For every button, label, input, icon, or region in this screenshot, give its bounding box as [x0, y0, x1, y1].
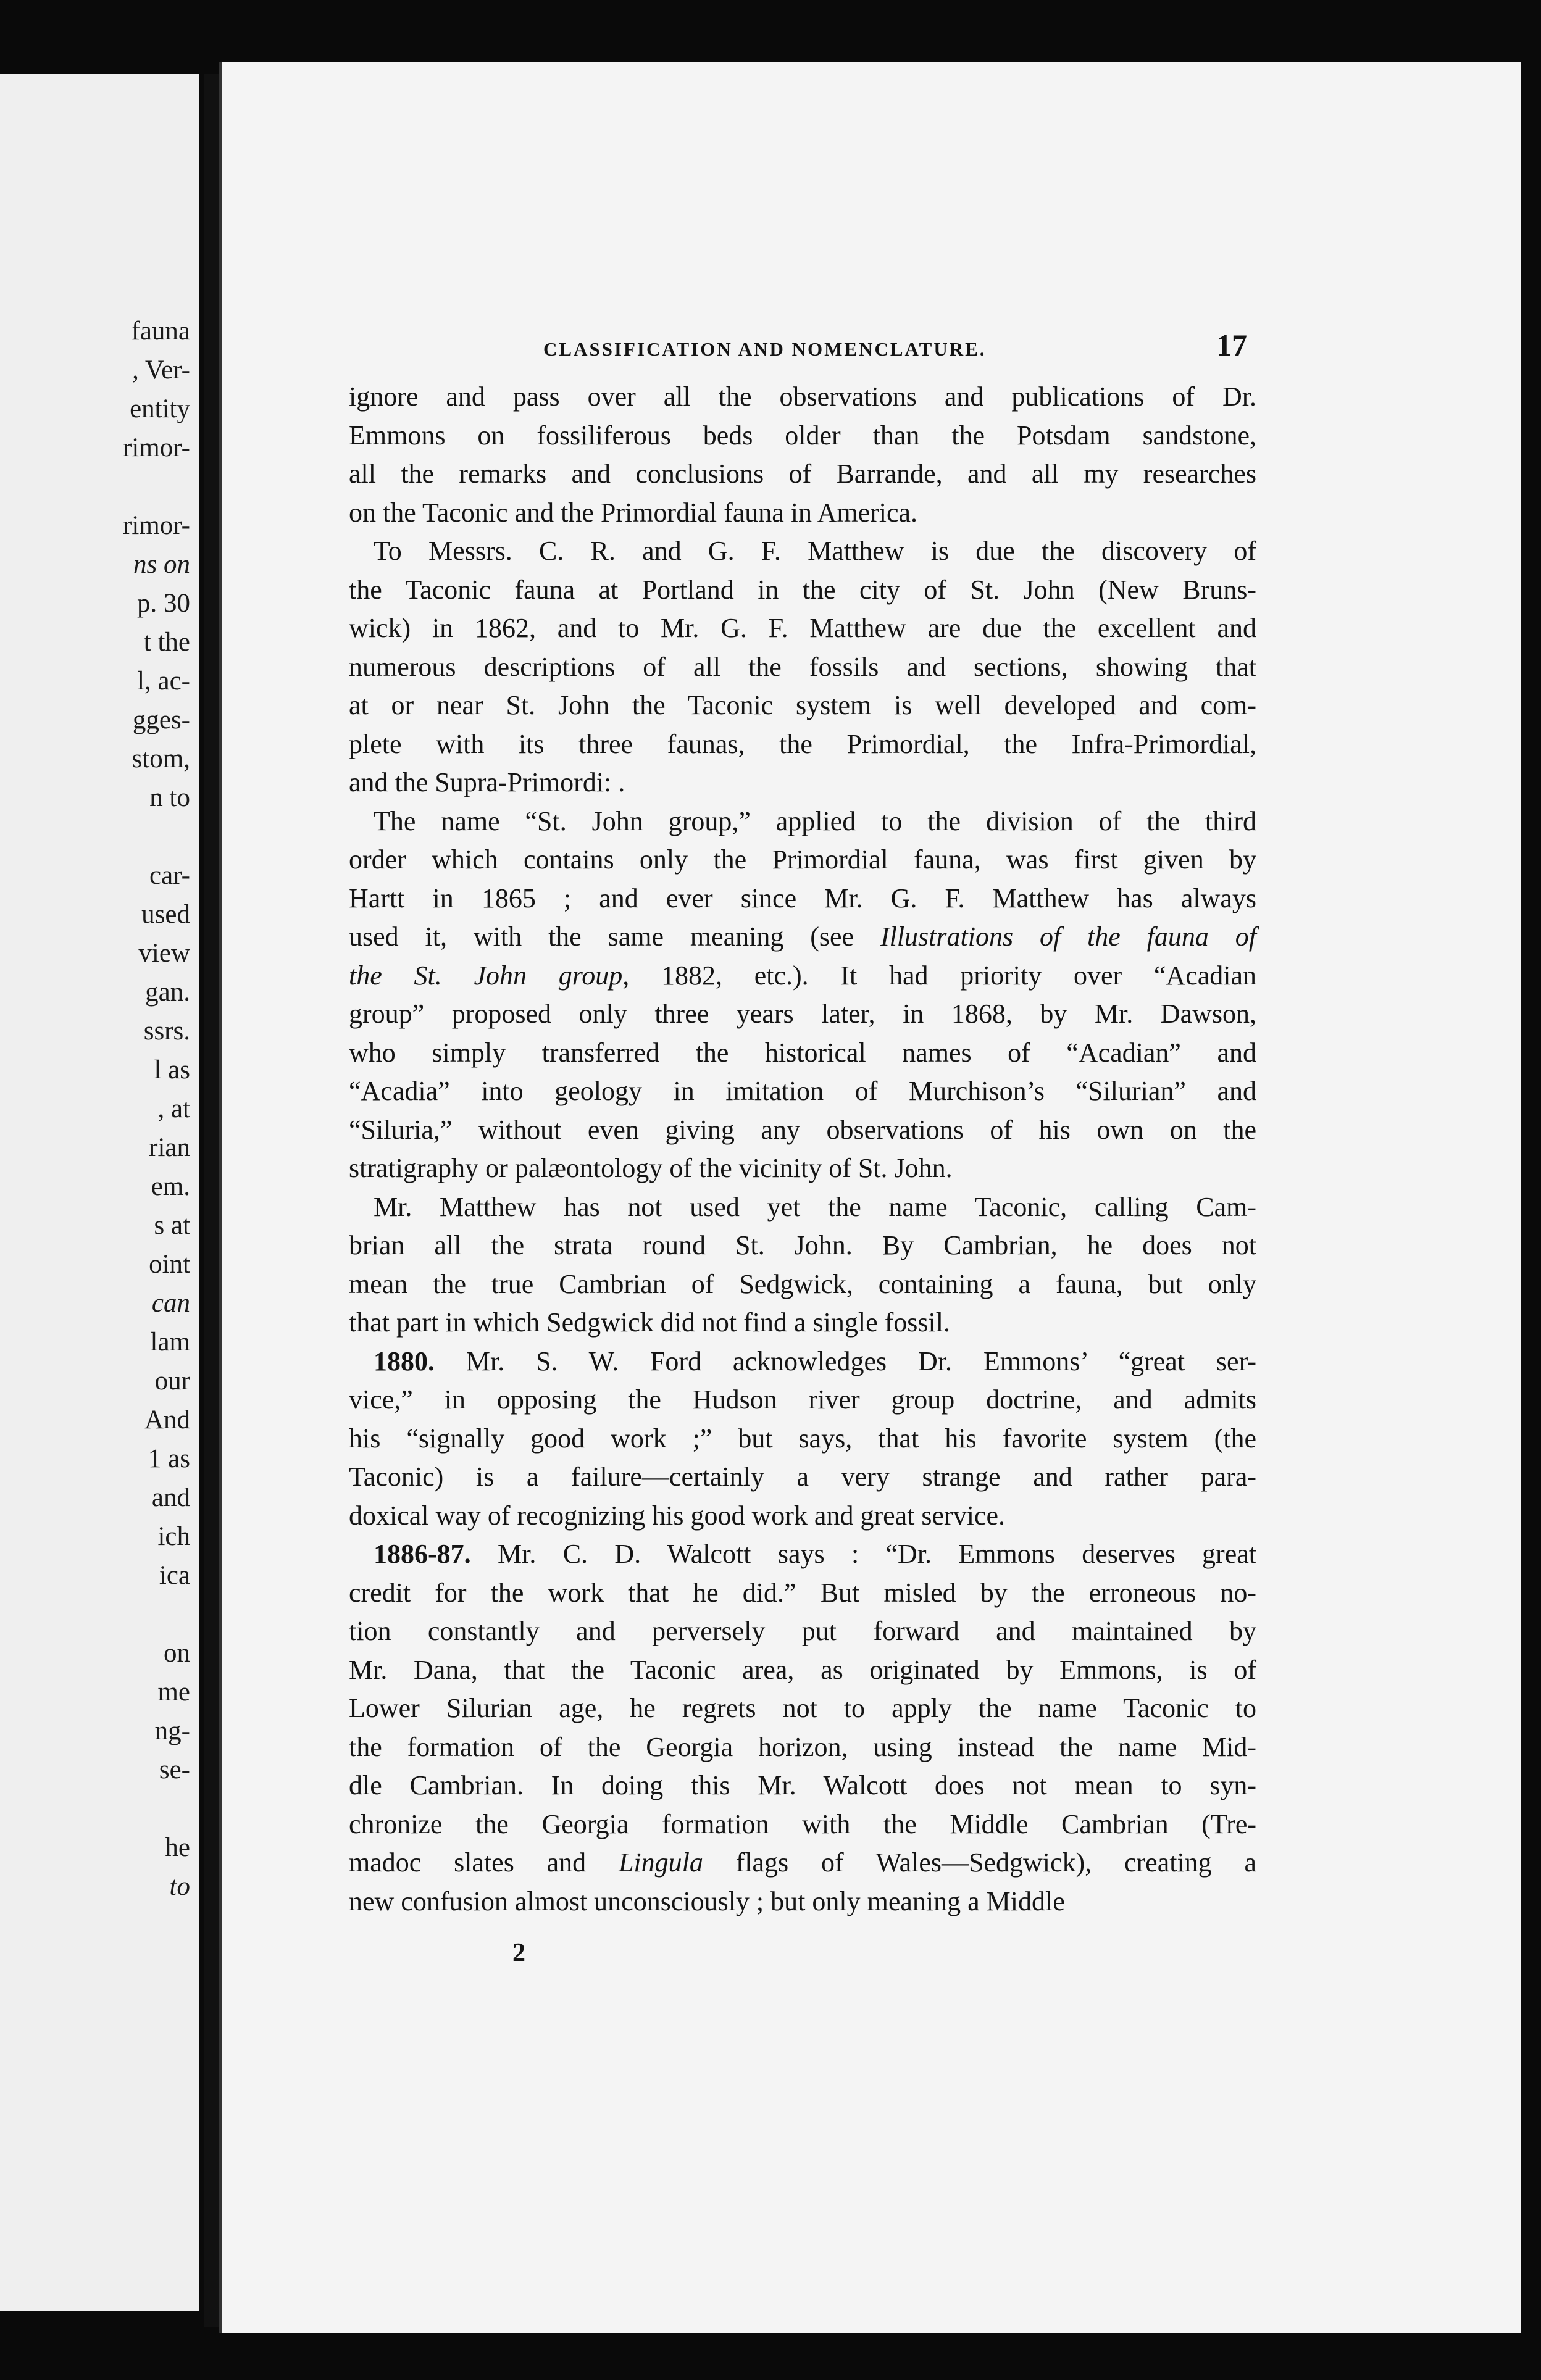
text-line: brian all the strata round St. John. By Cambrian, he does not: [349, 1230, 1256, 1260]
text-line: “Siluria,” without even giving any observations of his own on the: [349, 1114, 1256, 1145]
facing-page-line: he: [165, 1833, 190, 1862]
text-line: stratigraphy or palæontology of the vicinity of St. John.: [349, 1153, 953, 1183]
text-line: chronize the Georgia formation with the Middle Cambrian (Tre-: [349, 1808, 1256, 1839]
text-line: Lower Silurian age, he regrets not to apply the name Taconic to: [349, 1693, 1256, 1723]
facing-page-line: s at: [154, 1211, 190, 1240]
facing-page-line: l, ac-: [137, 667, 190, 696]
facing-page-line: view: [138, 939, 190, 968]
facing-page-line: ng-: [154, 1716, 190, 1745]
text-line: the formation of the Georgia horizon, using instead the name Mid-: [349, 1731, 1256, 1762]
facing-page-line: rimor-: [123, 511, 190, 540]
facing-page-line: se-: [159, 1755, 190, 1784]
text-line: plete with its three faunas, the Primordial, the Infra-Primordial,: [349, 728, 1256, 759]
signature-mark: 2: [512, 1939, 525, 1967]
facing-page-line: on: [164, 1639, 190, 1668]
text-line-content: Mr. S. W. Ford acknowledges Dr. Emmons’ “great ser-: [435, 1346, 1256, 1376]
facing-page-line: , Ver-: [132, 356, 190, 385]
facing-page-line: n to: [149, 783, 190, 812]
text-line: numerous descriptions of all the fossils and sections, showing that: [349, 651, 1256, 682]
facing-page-line: our: [154, 1367, 190, 1396]
text-line: his “signally good work ;” but says, that his favorite system (the: [349, 1423, 1256, 1454]
paragraph: [349, 532, 1256, 802]
running-head: [543, 327, 1247, 363]
paragraph: [349, 1535, 1256, 1921]
facing-page-line: t the: [143, 628, 190, 657]
text-line: who simply transferred the historical names of “Acadian” and: [349, 1037, 1256, 1068]
text-line: doxical way of recognizing his good work and great service.: [349, 1500, 1005, 1531]
paragraph: [349, 1188, 1256, 1342]
facing-page-line: to: [169, 1872, 190, 1901]
text-line: group” proposed only three years later, in 1868, by Mr. Dawson,: [349, 999, 1256, 1029]
text-line: tion constantly and perversely put forward and maintained by: [349, 1616, 1256, 1646]
facing-page-line: l as: [154, 1055, 190, 1084]
text-line: the St. John group, 1882, etc.). It had priority over “Acadian: [349, 960, 1257, 991]
facing-page-line: , at: [157, 1094, 190, 1123]
text-line-content: Mr. C. D. Walcott says : “Dr. Emmons deserves great: [470, 1539, 1256, 1569]
facing-page-line: and: [151, 1483, 190, 1512]
facing-page-line: rimor-: [123, 433, 190, 462]
text-line: Taconic) is a failure—certainly a very strange and rather para-: [349, 1462, 1256, 1492]
text-line: order which contains only the Primordial fauna, was first given by: [349, 844, 1256, 875]
text-line: mean the true Cambrian of Sedgwick, containing a fauna, but only: [349, 1268, 1256, 1299]
text-line: Mr. Matthew has not used yet the name Taconic, calling Cam-: [374, 1191, 1256, 1222]
text-line: vice,” in opposing the Hudson river group doctrine, and admits: [349, 1384, 1256, 1415]
year-heading: 1880.: [374, 1346, 435, 1376]
facing-page-line: car-: [149, 861, 190, 890]
running-head-title: CLASSIFICATION AND NOMENCLATURE.: [543, 338, 987, 360]
facing-page-fragment: [0, 74, 199, 2311]
facing-page-line: me: [157, 1678, 190, 1707]
text-line: on the Taconic and the Primordial fauna in America.: [349, 497, 918, 528]
page-number: 17: [1216, 328, 1247, 362]
facing-page-line: ssrs.: [143, 1017, 190, 1046]
text-line: “Acadia” into geology in imitation of Murchison’s “Silurian” and: [349, 1076, 1256, 1106]
text-line: used it, with the same meaning (see Illustrations of the fauna of: [349, 922, 1256, 952]
text-line: new confusion almost unconsciously ; but only meaning a Middle: [349, 1886, 1065, 1916]
facing-page-line: fauna: [131, 317, 190, 346]
text-line: madoc slates and Lingula flags of Wales—Sedgwick), creating a: [349, 1847, 1256, 1878]
text-line: Mr. Dana, that the Taconic area, as originated by Emmons, is of: [349, 1654, 1256, 1685]
facing-page-line: entity: [130, 394, 190, 423]
paragraph: [349, 1342, 1256, 1536]
facing-page-line: used: [141, 900, 190, 929]
text-line: the Taconic fauna at Portland in the city of St. John (New Bruns-: [349, 574, 1256, 605]
facing-page-line: gan.: [145, 978, 190, 1007]
facing-page-line: oint: [149, 1250, 190, 1279]
facing-page-line: can: [151, 1289, 190, 1318]
text-line: at or near St. John the Taconic system is well developed and com-: [349, 690, 1256, 720]
text-line: and the Supra-Primordi: .: [349, 767, 625, 797]
text-line: The name “St. John group,” applied to the division of the third: [374, 805, 1256, 836]
facing-page-line: p. 30: [137, 589, 190, 618]
facing-page-line: stom,: [132, 744, 190, 773]
paragraph: [349, 802, 1256, 1188]
text-line: that part in which Sedgwick did not find a single fossil.: [349, 1307, 950, 1338]
text-line: credit for the work that he did.” But misled by the erroneous no-: [349, 1577, 1256, 1608]
facing-page-line: gges-: [132, 705, 190, 734]
facing-page-line: ns on: [133, 550, 190, 579]
facing-page-line: em.: [151, 1172, 190, 1201]
facing-page-line: lam: [150, 1328, 190, 1357]
text-line: dle Cambrian. In doing this Mr. Walcott does not mean to syn-: [349, 1770, 1256, 1800]
text-line: [349, 1535, 1256, 1574]
text-line: [349, 1342, 1256, 1381]
text-line: To Messrs. C. R. and G. F. Matthew is due the discovery of: [374, 536, 1256, 566]
facing-page-line: 1 as: [148, 1444, 190, 1473]
text-line: ignore and pass over all the observations and publications of Dr.: [349, 381, 1256, 412]
facing-page-line: ica: [159, 1561, 190, 1590]
facing-page-line: rian: [149, 1133, 190, 1162]
text-line: Emmons on fossiliferous beds older than the Potsdam sandstone,: [349, 420, 1256, 451]
text-line: all the remarks and conclusions of Barrande, and all my researches: [349, 459, 1256, 489]
text-line: wick) in 1862, and to Mr. G. F. Matthew are due the excellent and: [349, 613, 1256, 643]
facing-page-line: And: [144, 1405, 190, 1434]
facing-page-line: ich: [157, 1522, 190, 1551]
text-line: Hartt in 1865 ; and ever since Mr. G. F. Matthew has always: [349, 883, 1256, 913]
page-gutter: [204, 74, 219, 2327]
year-heading: 1886-87.: [374, 1539, 471, 1569]
body-text: [349, 378, 1256, 1921]
paragraph: [349, 378, 1256, 532]
